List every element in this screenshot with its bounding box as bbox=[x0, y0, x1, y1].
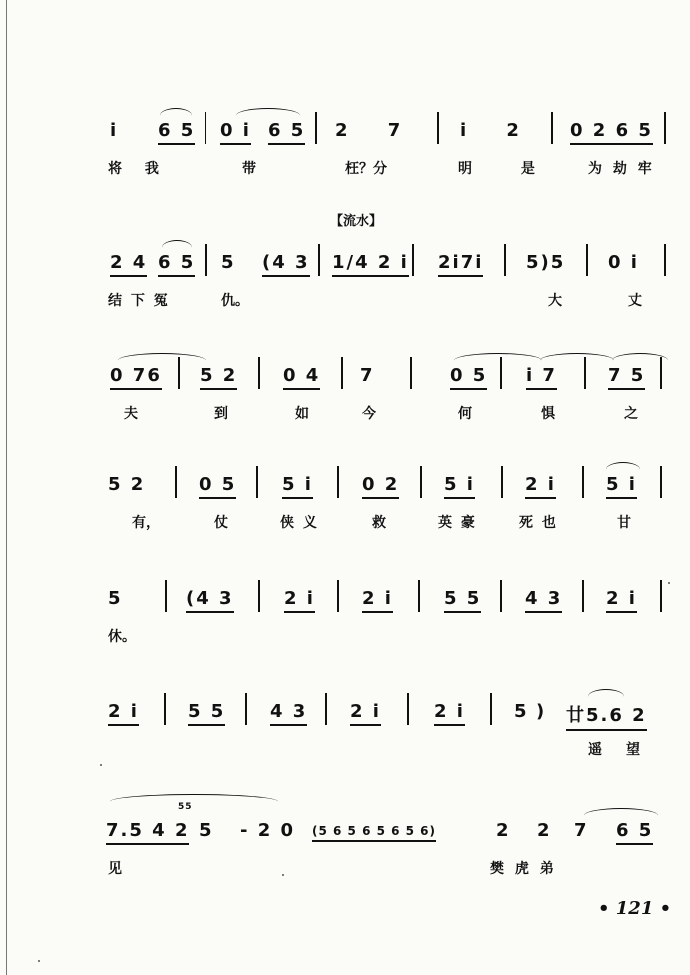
lyric-text: 仗 bbox=[214, 515, 228, 531]
bar-line bbox=[407, 693, 409, 725]
note-group: 1/4 2 i bbox=[332, 252, 409, 277]
note-group: - 2 0 bbox=[240, 820, 296, 841]
note-group: 0 2 bbox=[362, 474, 399, 499]
note-group: 2 i bbox=[434, 701, 465, 726]
note-group: ) bbox=[536, 701, 547, 722]
bar-line bbox=[418, 580, 420, 612]
bar-line bbox=[437, 112, 439, 144]
bar-line bbox=[258, 357, 260, 389]
slur-mark bbox=[110, 794, 278, 809]
lyric-row bbox=[0, 158, 690, 184]
bar-line bbox=[501, 466, 503, 498]
print-speck bbox=[282, 874, 284, 876]
slur-mark bbox=[540, 353, 614, 368]
note-group: (4 3 bbox=[186, 588, 234, 613]
bar-line bbox=[410, 357, 412, 389]
lyric-text: 将 我 bbox=[108, 161, 159, 177]
lyric-text: 甘 bbox=[617, 515, 631, 531]
lyric-text: 樊 虎 弟 bbox=[490, 861, 554, 877]
bar-line bbox=[164, 693, 166, 725]
note-group: 2 i bbox=[362, 588, 393, 613]
lyric-text: 夫 bbox=[124, 406, 138, 422]
lyric-text: 为 劫 牢 bbox=[588, 161, 652, 177]
note-group: 6 5 bbox=[268, 120, 305, 145]
print-speck bbox=[668, 582, 670, 584]
bar-line bbox=[664, 244, 666, 276]
note-group: 2 i bbox=[525, 474, 556, 499]
note-group: 2 bbox=[537, 820, 552, 841]
note-group: 2 i bbox=[284, 588, 315, 613]
bar-line bbox=[258, 580, 260, 612]
note-group: 5 bbox=[199, 820, 214, 841]
note-group: 5 i bbox=[282, 474, 313, 499]
note-group: 4 3 bbox=[525, 588, 562, 613]
lyric-row bbox=[0, 739, 690, 765]
note-group: i 7 bbox=[526, 365, 557, 390]
note-group: 5 i bbox=[606, 474, 637, 499]
lyric-row bbox=[0, 512, 690, 538]
note-group: 0 5 bbox=[450, 365, 487, 390]
bar-line bbox=[325, 693, 327, 725]
bar-line bbox=[420, 466, 422, 498]
bar-line bbox=[490, 693, 492, 725]
lyric-text: 遥 bbox=[588, 742, 602, 758]
bar-line bbox=[582, 580, 584, 612]
note-group: 4 3 bbox=[270, 701, 307, 726]
note-group: 0 i bbox=[220, 120, 251, 145]
note-group: i bbox=[110, 120, 119, 141]
lyric-text: 枉？分 bbox=[345, 161, 387, 177]
lyric-text: 今 bbox=[362, 406, 376, 422]
note-group: 0 2 6 5 bbox=[570, 120, 653, 145]
notation-row bbox=[0, 580, 690, 620]
bar-line bbox=[582, 466, 584, 498]
note-group: 7 bbox=[360, 365, 375, 386]
print-speck bbox=[100, 764, 102, 766]
lyric-text: 到 bbox=[214, 406, 228, 422]
lyric-text: 结 下 冤 bbox=[108, 293, 168, 309]
note-group: 6 5 bbox=[158, 252, 195, 277]
note-group: i 2 bbox=[460, 120, 521, 141]
bar-line bbox=[205, 112, 206, 144]
note-group: (4 3 bbox=[262, 252, 310, 277]
notation-row bbox=[0, 357, 690, 397]
bar-line bbox=[664, 112, 666, 144]
lyric-text: 大 bbox=[548, 293, 562, 309]
lyric-text: 之 bbox=[624, 406, 638, 422]
lyric-text: 何 bbox=[458, 406, 472, 422]
bar-line bbox=[175, 466, 177, 498]
note-group: 5 5 bbox=[444, 588, 481, 613]
note-group: 0 76 bbox=[110, 365, 162, 390]
note-group: 5 bbox=[221, 252, 236, 273]
bar-line bbox=[660, 357, 662, 389]
lyric-text: 带 bbox=[242, 161, 256, 177]
bar-line bbox=[500, 580, 502, 612]
note-group: 2 4 bbox=[110, 252, 147, 277]
note-group: 5)5 bbox=[526, 252, 566, 273]
note-group: 2 i bbox=[350, 701, 381, 726]
lyric-text: 如 bbox=[295, 406, 309, 422]
lyric-row bbox=[0, 626, 690, 652]
bar-line bbox=[341, 357, 343, 389]
bar-line bbox=[318, 244, 320, 276]
lyric-text: 仇。 bbox=[221, 293, 249, 309]
note-group: 2 i bbox=[606, 588, 637, 613]
note-group: 0 5 bbox=[199, 474, 236, 499]
note-group: 5 2 bbox=[108, 474, 146, 495]
bar-line bbox=[165, 580, 167, 612]
bar-line bbox=[256, 466, 258, 498]
lyric-text: 明 是 bbox=[458, 161, 535, 177]
note-group: 0 4 bbox=[283, 365, 320, 390]
print-speck bbox=[38, 960, 40, 962]
lyric-text: 休。 bbox=[108, 629, 136, 645]
note-group: 2 i bbox=[108, 701, 139, 726]
page-number: • 121 • bbox=[598, 898, 672, 919]
note-group: 7.5 4 2 bbox=[106, 820, 189, 845]
notation-row bbox=[0, 112, 690, 152]
bar-line bbox=[500, 357, 502, 389]
bar-line bbox=[412, 244, 414, 276]
note-group: 5 bbox=[514, 701, 529, 722]
lyric-text: 英 豪 bbox=[438, 515, 475, 531]
note-group: 5 5 bbox=[188, 701, 225, 726]
notation-row bbox=[0, 244, 690, 284]
lyric-row bbox=[0, 290, 690, 316]
bar-line bbox=[660, 580, 662, 612]
bar-line bbox=[178, 357, 180, 389]
note-group: 0 i bbox=[608, 252, 639, 273]
bar-line bbox=[315, 112, 317, 144]
bar-line bbox=[245, 693, 247, 725]
lyric-row bbox=[0, 403, 690, 429]
bar-line bbox=[586, 244, 588, 276]
bar-line bbox=[205, 244, 207, 276]
note-group: 2 7 bbox=[335, 120, 403, 141]
notation-row bbox=[0, 466, 690, 506]
note-group: 7 5 bbox=[608, 365, 645, 390]
note-group: 5 bbox=[108, 588, 123, 609]
lyric-text: 见 bbox=[108, 861, 122, 877]
note-group: 6 5 bbox=[616, 820, 653, 845]
lyric-text: 有， bbox=[132, 515, 160, 531]
lyric-text: 救 bbox=[372, 515, 386, 531]
note-group: 7 bbox=[574, 820, 589, 841]
lyric-text: 望 bbox=[626, 742, 640, 758]
note-group: 6 5 bbox=[158, 120, 195, 145]
note-group: 2 bbox=[496, 820, 511, 841]
grace-notes: 55 bbox=[178, 802, 193, 812]
notation-row bbox=[0, 802, 690, 852]
bar-line bbox=[551, 112, 553, 144]
note-group: 5 i bbox=[444, 474, 475, 499]
note-group: 5 2 bbox=[200, 365, 237, 390]
section-tag: 【流水】 bbox=[330, 214, 383, 229]
lyric-text: 丈 bbox=[628, 293, 642, 309]
notation-row bbox=[0, 693, 690, 733]
bar-line bbox=[660, 466, 662, 498]
note-group: (5 6 5 6 5 6 5 6) bbox=[312, 824, 436, 842]
note-group: 廿5.6 2 bbox=[566, 701, 647, 731]
lyric-text: 死 也 bbox=[519, 515, 556, 531]
bar-line bbox=[584, 357, 586, 389]
lyric-text: 惧 bbox=[541, 406, 555, 422]
lyric-text: 侠 义 bbox=[280, 515, 317, 531]
bar-line bbox=[337, 466, 339, 498]
lyric-row bbox=[0, 858, 690, 884]
note-group: 2i7i bbox=[438, 252, 483, 277]
bar-line bbox=[504, 244, 506, 276]
bar-line bbox=[337, 580, 339, 612]
